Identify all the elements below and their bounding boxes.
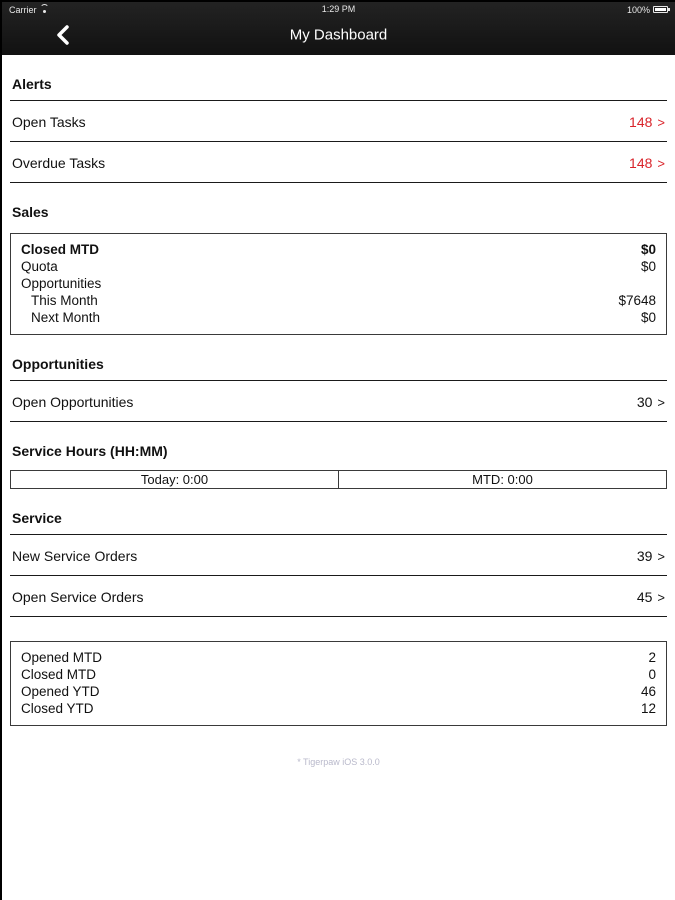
chevron-right-icon: > (657, 114, 665, 130)
sales-row-this-month: This Month $7648 (31, 293, 656, 308)
chevron-right-icon: > (657, 394, 665, 410)
service-hours-heading: Service Hours (HH:MM) (12, 443, 168, 459)
row-label: Overdue Tasks (12, 155, 106, 171)
clock-label: 1:29 PM (321, 4, 356, 14)
row-value: 45 > (636, 589, 665, 605)
row-value: 30 > (636, 394, 665, 410)
wifi-icon (40, 6, 49, 13)
row-open-tasks[interactable] (10, 101, 667, 142)
back-chevron-icon (52, 23, 76, 47)
sales-summary-box (10, 233, 667, 335)
chevron-right-icon: > (657, 589, 665, 605)
back-button[interactable] (52, 23, 76, 47)
row-new-service-orders[interactable] (10, 535, 667, 576)
service-row-closed-ytd: Closed YTD 12 (21, 701, 656, 716)
row-label: New Service Orders (12, 548, 138, 564)
menu-button[interactable] (16, 24, 42, 46)
app-header (2, 2, 675, 55)
opportunities-heading: Opportunities (10, 356, 667, 381)
chevron-right-icon: > (657, 155, 665, 171)
service-row-opened-mtd: Opened MTD 2 (21, 650, 656, 665)
row-open-service-orders[interactable] (10, 576, 667, 617)
row-overdue-tasks[interactable] (10, 142, 667, 183)
sales-row-closed-mtd: Closed MTD $0 (21, 242, 656, 257)
row-value: 148 > (629, 114, 665, 130)
service-heading: Service (10, 510, 667, 535)
carrier-label: Carrier (9, 4, 37, 15)
service-hours-today-cell: Today: 0:00 (140, 472, 209, 487)
alerts-heading: Alerts (10, 76, 667, 101)
page-title: My Dashboard (289, 26, 388, 44)
nav-bar (2, 15, 675, 55)
sales-heading: Sales (12, 204, 49, 220)
row-open-opportunities[interactable] (10, 381, 667, 422)
status-bar (2, 2, 675, 15)
service-summary-box (10, 641, 667, 726)
app-version-note: * Tigerpaw iOS 3.0.0 (297, 757, 380, 767)
service-hours-table (10, 470, 667, 489)
service-hours-mtd-cell: MTD: 0:00 (338, 471, 666, 488)
row-label: Open Service Orders (12, 589, 144, 605)
battery-percent-label: 100% (626, 4, 650, 15)
row-value: 39 > (636, 548, 665, 564)
service-row-opened-ytd: Opened YTD 46 (21, 684, 656, 699)
row-value: 148 > (629, 155, 665, 171)
row-label: Open Opportunities (12, 394, 134, 410)
battery-icon (653, 6, 668, 13)
sales-row-quota: Quota $0 (21, 259, 656, 274)
my-dashboard-screen (2, 2, 675, 767)
sales-row-next-month: Next Month $0 (31, 310, 656, 325)
dashboard-content (2, 76, 675, 767)
service-row-closed-mtd: Closed MTD 0 (21, 667, 656, 682)
row-label: Open Tasks (12, 114, 86, 130)
chevron-right-icon: > (657, 548, 665, 564)
sales-row-opportunities: Opportunities (21, 276, 102, 291)
